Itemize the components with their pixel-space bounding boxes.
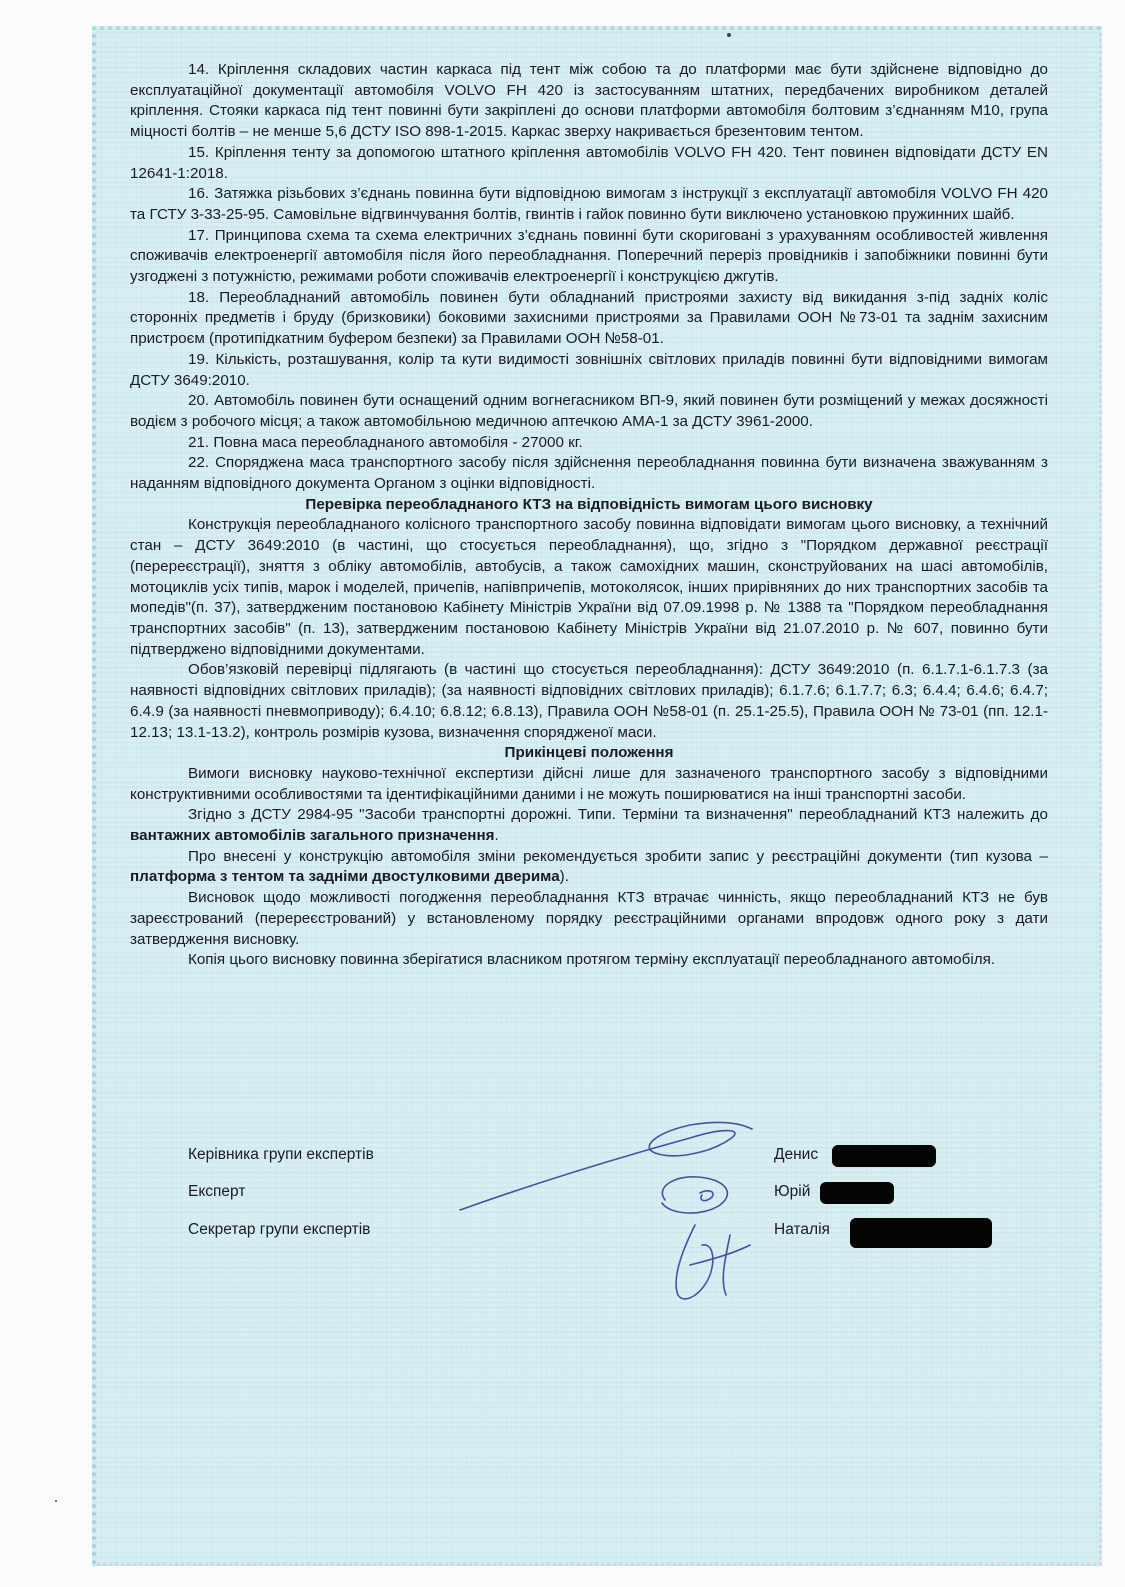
- final-paragraph-1: Вимоги висновку науково-технічної експертизи дійсні лише для зазначеного транспортного засобу з відповідними конструктивними особливостями та ідентифікаційними даними і не можуть поширюватися на інші транспортні засоби.: [130, 764, 1048, 803]
- signature-role: Секретар групи експертів: [188, 1221, 371, 1238]
- truck-category-bold: вантажних автомобілів загального призначення: [130, 827, 495, 845]
- handwritten-signatures: [440, 1105, 770, 1315]
- final-paragraph-5: Копія цього висновку повинна зберігатися власником протягом терміну експлуатації переобладнаного автомобіля.: [188, 951, 996, 969]
- check-section-title: Перевірка переобладнаного КТЗ на відповідність вимогам цього висновку: [305, 495, 873, 513]
- paragraph-14: 14. Кріплення складових частин каркаса під тент між собою та до платформи має бути здійснене відповідно до експлуатаційної документації автомобіля VOLVO FH 420 із застосуванням штатних, передбачених виробником деталей кріплення. Стояки каркаса під тент повинні бути закріплені до основи платформи автомобіля болтовим з’єднанням М10, група міцності болтів – не менше 5,6 ДСТУ ISO 898-1-2015. Каркас зверху накривається брезентовим тентом.: [130, 61, 1048, 141]
- final-paragraph-3-start: Про внесені у конструкцію автомобіля зміни рекомендується зробити запис у реєстраційні документи (тип кузова –: [188, 847, 1048, 865]
- paragraph-20: 20. Автомобіль повинен бути оснащений одним вогнегасником ВП-9, який повинен бути розміщений у межах досяжності водієм з робочого місця; а також автомобільною медичною аптечкою АМА-1 за ДСТУ 3961-2000.: [130, 392, 1048, 430]
- scan-speck: [55, 1500, 57, 1502]
- document-body: [130, 60, 1048, 971]
- redaction-bar: [850, 1218, 992, 1248]
- check-paragraph-2: Обов’язковій перевірці підлягають (в частині що стосується переобладнання): ДСТУ 3649:2010 (п. 6.1.7.1-6.1.7.3 (за наявності відповідних світлових приладів); (за наявності відповідних світлових приладів); 6.1.7.6; 6.1.7.7; 6.3; 6.4.4; 6.4.6; 6.4.7; 6.4.9 (за наявності пневмоприводу); 6.4.10; 6.8.12; 6.8.13), Правила ООН №58-01 (п. 25.1-25.5), Правила ООН № 73-01 (пп. 12.1-12.13; 13.1-13.2), контроль розмірів кузова, визначення спорядженої маси.: [130, 661, 1048, 741]
- paragraph-16: 16. Затяжка різьбових з’єднань повинна бути відповідною вимогам з інструкції з експлуатації автомобіля VOLVO FH 420 та ГСТУ 3-33-25-95. Самовільне відгвинчування болтів, гвинтів і гайок повинно бути виключено установкою пружинних шайб.: [130, 185, 1048, 223]
- signature-role: Керівника групи експертів: [188, 1146, 374, 1163]
- paragraph-17: 17. Принципова схема та схема електричних з’єднань повинні бути скориговані з урахуванням особливостей живлення споживачів електроенергії автомобіля після його переобладнання. Поперечний переріз провідників і запобіжники повинні бути узгоджені з потужністю, режимами роботи споживачів електроенергії і конструкцією джгутів.: [130, 226, 1048, 286]
- paragraph-21: 21. Повна маса переобладнаного автомобіля - 27000 кг.: [188, 433, 583, 451]
- paragraph-22: 22. Споряджена маса транспортного засобу після здійснення переобладнання повинна бути визначена зважуванням з наданням відповідного документа Органом з оцінки відповідності.: [130, 454, 1048, 493]
- paragraph-19: 19. Кількість, розташування, колір та кути видимості зовнішніх світлових приладів повинні бути відповідними вимогам ДСТУ 3649:2010.: [130, 350, 1048, 389]
- signature-name: Денис: [774, 1146, 819, 1163]
- redaction-bar: [820, 1182, 894, 1204]
- paragraph-15: 15. Кріплення тенту за допомогою штатного кріплення автомобілів VOLVO FH 420. Тент повинен відповідати ДСТУ EN 12641-1:2018.: [130, 143, 1048, 182]
- body-type-bold: платформа з тентом та задніми двостулковими дверима: [130, 868, 560, 886]
- final-paragraph-3-end: ).: [559, 868, 569, 886]
- scan-speck: [727, 33, 731, 37]
- paragraph-18: 18. Переобладнаний автомобіль повинен бути обладнаний пристроями захисту від викидання з-під задніх коліс сторонніх предметів і бруду (бризковики) боковими захисними пристроями за Правилами ООН №73-01 та заднім захисним пристроєм (протипідкатним буфером безпеки) за Правилами ООН №58-01.: [130, 288, 1048, 348]
- final-paragraph-2: [130, 805, 1048, 846]
- final-paragraph-4: Висновок щодо можливості погодження переобладнання КТЗ втрачає чинність, якщо переобладнаний КТЗ не був зареєстрований (перереєстрований) у встановленому порядку реєстраційними органами впродовж одного року з дати затвердження висновку.: [130, 889, 1048, 948]
- redaction-bar: [832, 1145, 936, 1167]
- final-paragraph-2-end: .: [494, 827, 499, 845]
- final-paragraph-3: [130, 847, 1048, 888]
- signature-name: Юрій: [774, 1183, 811, 1200]
- signature-name: Наталія: [774, 1221, 830, 1238]
- final-section-title: Прикінцеві положення: [504, 744, 674, 762]
- check-paragraph-1: Конструкція переобладнаного колісного транспортного засобу повинна відповідати вимогам цього висновку, а технічний стан – ДСТУ 3649:2010 (в частині, що стосується переобладнання), що, згідно з "Порядком державної реєстрації (перереєстрації), зняття з обліку автомобілів, автобусів, а також самохідних машин, сконструйованих на шасі автомобілів, мотоциклів усіх типів, марок і моделей, причепів, напівпричепів, мотоколясок, інших прирівняних до них транспортних засобів та мопедів"(п. 37), затвердженим постановою Кабінету Міністрів України від 07.09.1998 р. № 1388 та "Порядком переобладнання транспортних засобів" (п. 13), затвердженим постановою Кабінету Міністрів України від 21.07.2010 р. № 607, повинно бути підтверджено відповідними документами.: [130, 516, 1048, 658]
- final-paragraph-2-start: Згідно з ДСТУ 2984-95 "Засоби транспортні дорожні. Типи. Терміни та визначення" переобладнаний КТЗ належить до: [188, 806, 1048, 824]
- signature-role: Експерт: [188, 1183, 246, 1200]
